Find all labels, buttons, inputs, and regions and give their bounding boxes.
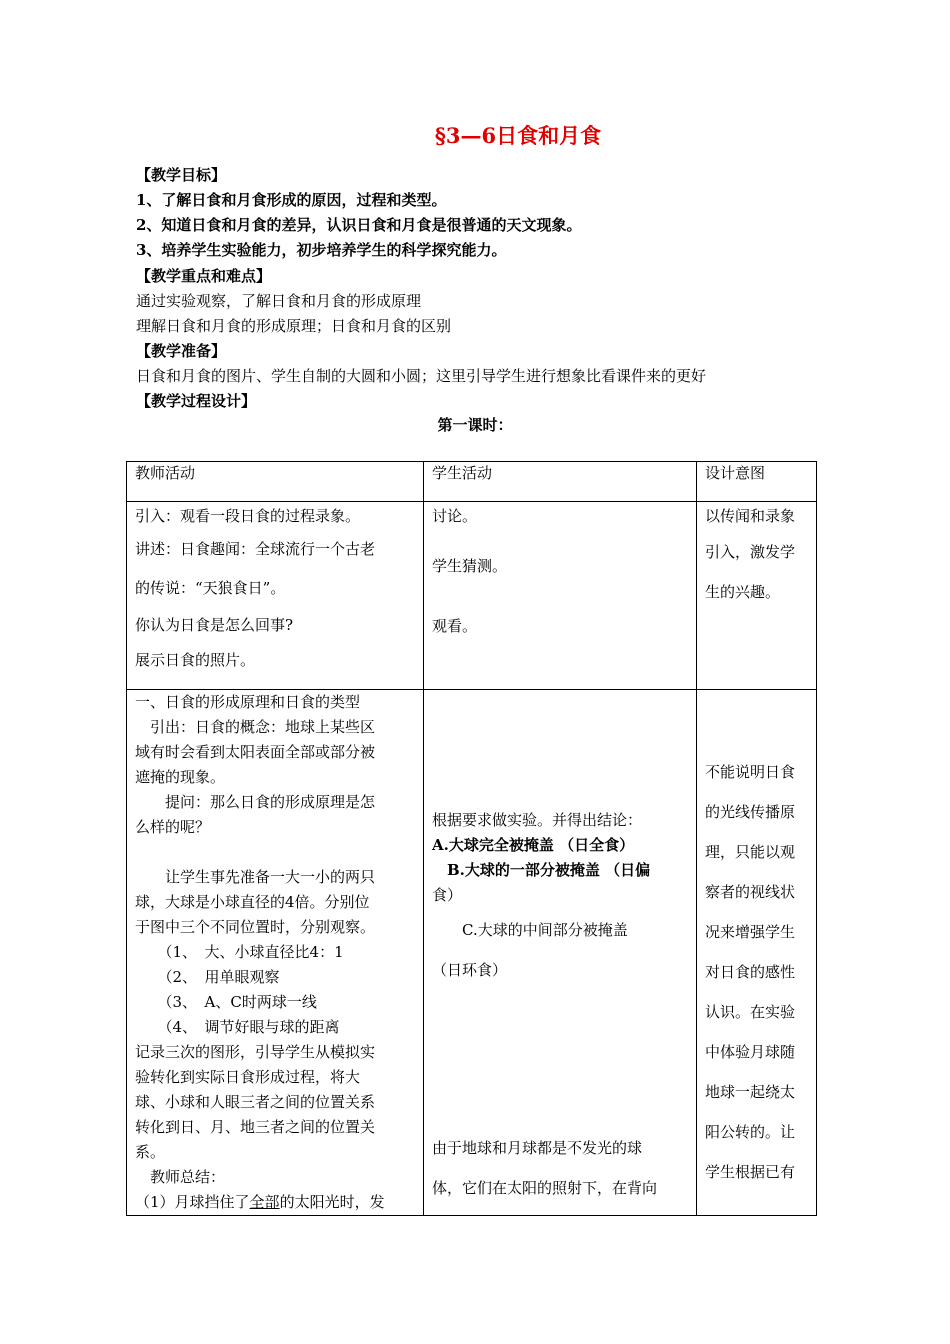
process-heading: 【教学过程设计】: [136, 392, 257, 410]
teacher-summary-line: （1）月球挡住了全部的太阳光时，发: [135, 1193, 385, 1211]
objective-2: 2、知道日食和月食的差异，认识日食和月食是很普通的天文现象。: [136, 216, 582, 234]
row1-teacher: 引入：观看一段日食的过程录象。 讲述：日食趣闻：全球流行一个古老 的传说：“天狼食日”。 你认为日食是怎么回事? 展示日食的照片。: [127, 502, 424, 690]
prep-text: 日食和月食的图片、学生自制的大圆和小圆；这里引导学生进行想象比看课件来的更好: [136, 367, 707, 385]
page-title: §3—6日食和月食: [434, 123, 602, 148]
header-teacher: 教师活动: [127, 462, 424, 502]
table-row: [127, 502, 817, 690]
row1-student: 讨论。 学生猜测。 观看。: [424, 502, 697, 690]
row2-teacher: 一、日食的形成原理和日食的类型 引出：日食的概念：地球上某些区 域有时会看到太阳表面全部或部分被 遮掩的现象。 提问：那么日食的形成原理是怎 么样的呢？ 让学生事先准备一大一小的两只 球，大球是小球直径的4倍。分别位 于图中三个不同位置时，分别观察。 （1、 大、小球直径比4：1 （2、 用单眼观察 （3、 A、C时两球一线 （4、 调节好眼与球的距离 记录三次的图形，引导学生从模拟实 验转化到实际日食形成过程，将大 球、小球和人眼三者之间的位置关系 转化到日、月、地三者之间的位置关 系。 教师总结： （1）月球挡住了全部的太阳光时，发: [127, 690, 424, 1216]
objective-1: 1、了解日食和月食形成的原因，过程和类型。: [136, 191, 447, 209]
header-student: 学生活动: [424, 462, 697, 502]
row2-intent: 不能说明日食 的光线传播原 理，只能以观 察者的视线状 况来增强学生 对日食的感性 认识。在实验 中体验月球随 地球一起绕太 阳公转的。让 学生根据已有: [697, 690, 817, 1216]
objectives-heading: 【教学目标】: [136, 166, 227, 184]
row1-intent: 以传闻和录象 引入，激发学 生的兴趣。: [697, 502, 817, 690]
row2-student: 根据要求做实验。并得出结论： A.大球完全被掩盖 （日全食） B.大球的一部分被掩盖 （日偏 食） C.大球的中间部分被掩盖 （日环食） 由于地球和月球都是不发光的球 体，它们在太阳的照射下，在背向: [424, 690, 697, 1216]
lesson-label: 第一课时：: [437, 416, 513, 434]
focus-1: 通过实验观察，了解日食和月食的形成原理: [136, 292, 422, 310]
focus-2: 理解日食和月食的形成原理；日食和月食的区别: [136, 317, 452, 335]
objective-3: 3、培养学生实验能力，初步培养学生的科学探究能力。: [136, 241, 507, 259]
lesson-plan-table: [126, 461, 817, 1216]
focus-heading: 【教学重点和难点】: [136, 267, 272, 285]
header-intent: 设计意图: [697, 462, 817, 502]
prep-heading: 【教学准备】: [136, 342, 227, 360]
table-header-row: [127, 462, 817, 502]
table-row: [127, 690, 817, 1216]
